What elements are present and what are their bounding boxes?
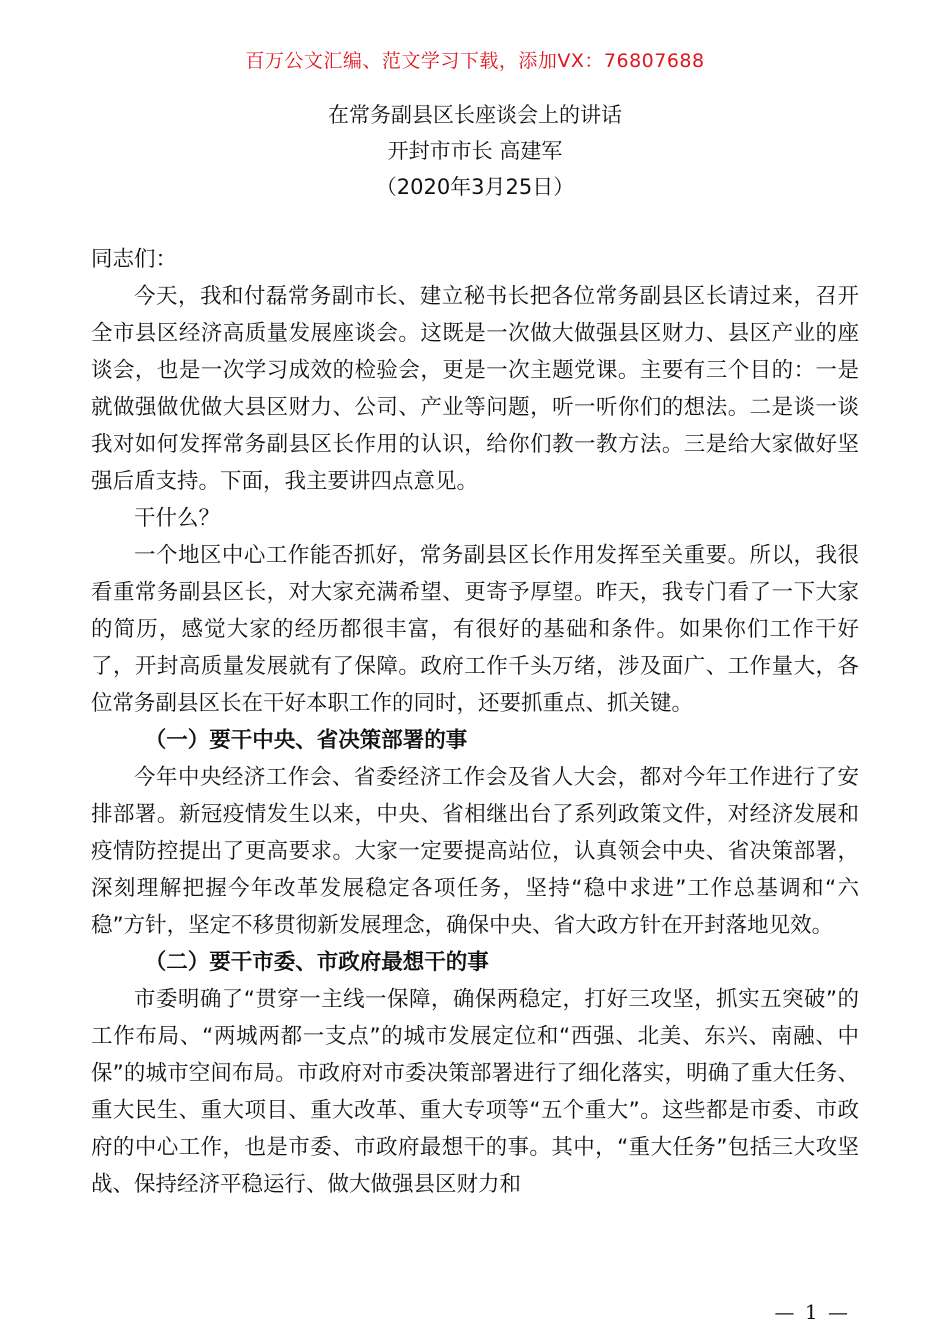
paragraph: 一个地区中心工作能否抓好，常务副县区长作用发挥至关重要。所以，我很看重常务副县区长，对大家充满希望、更寄予厚望。昨天，我专门看了一下大家的简历，感觉大家的经历都很丰富，有很好的基础和条件。如果你们工作干好了，开封高质量发展就有了保障。政府工作千头万绪，涉及面广、工作量大，各位常务副县区长在干好本职工作的同时，还要抓重点、抓关键。 (91, 543, 859, 716)
section-heading: （一）要干中央、省决策部署的事 (144, 728, 468, 753)
paragraph: 市委明确了“贯穿一主线一保障，确保两稳定，打好三攻坚，抓实五突破”的工作布局、“两城两都一支点”的城市发展定位和“西强、北美、东兴、南融、中保”的城市空间布局。市政府对市委决策部署进行了细化落实，明确了重大任务、重大民生、重大项目、重大改革、重大专项等“五个重大”。这些都是市委、市政府的中心工作，也是市委、市政府最想干的事。其中，“重大任务”包括三大攻坚战、保持经济平稳运行、做大做强县区财力和 (91, 987, 859, 1197)
paragraph: 今天，我和付磊常务副市长、建立秘书长把各位常务副县区长请过来，召开全市县区经济高质量发展座谈会。这既是一次做大做强县区财力、县区产业的座谈会，也是一次学习成效的检验会，更是一次主题党课。主要有三个目的：一是就做强做优做大县区财力、公司、产业等问题，听一听你们的想法。二是谈一谈我对如何发挥常务副县区长作用的认识，给你们教一教方法。三是给大家做好坚强后盾支持。下面，我主要讲四点意见。 (91, 284, 859, 494)
speech-title: 在常务副县区长座谈会上的讲话 (328, 103, 622, 127)
document-body (91, 241, 859, 1203)
section-heading: （二）要干市委、市政府最想干的事 (144, 950, 489, 975)
paragraph: 今年中央经济工作会、省委经济工作会及省人大会，都对今年工作进行了安排部署。新冠疫情发生以来，中央、省相继出台了系列政策文件，对经济发展和疫情防控提出了更高要求。大家一定要提高站位，认真领会中央、省决策部署，深刻理解把握今年改革发展稳定各项任务，坚持“稳中求进”工作总基调和“六稳”方针，坚定不移贯彻新发展理念，确保中央、省大政方针在开封落地见效。 (91, 765, 859, 938)
page-number: — 1 — (774, 1300, 850, 1324)
speaker-line: 开封市市长 高建军 (387, 139, 563, 163)
salutation: 同志们： (91, 247, 178, 272)
title-block (0, 97, 950, 205)
watermark-banner: 百万公文汇编、范文学习下载，添加VX：76807688 (245, 50, 705, 72)
paragraph: 干什么？ (134, 506, 221, 531)
speech-date: （2020年3月25日） (375, 175, 575, 199)
